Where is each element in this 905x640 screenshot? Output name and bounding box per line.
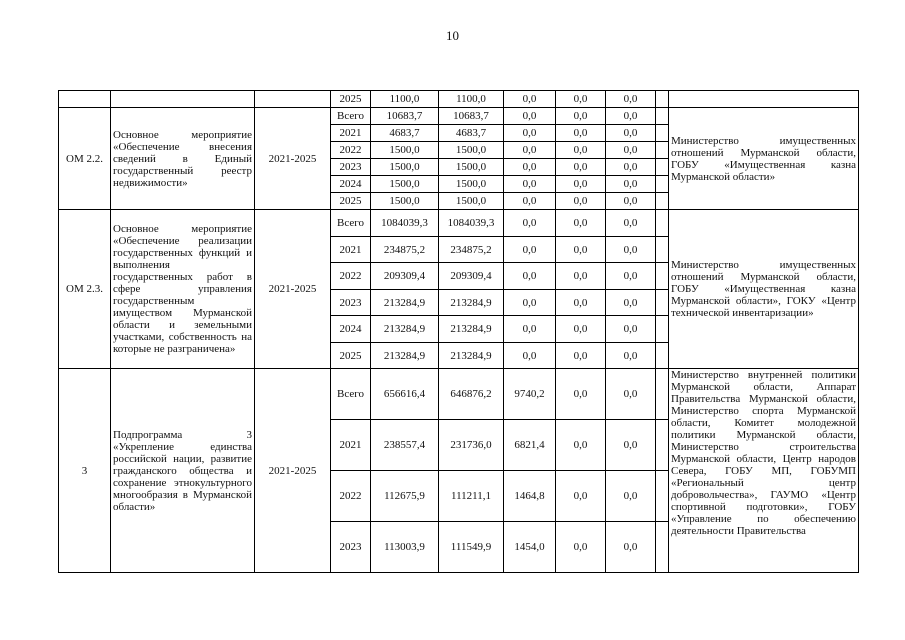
empty-cell [656, 193, 669, 210]
empty-cell [656, 176, 669, 193]
year-cell: Всего [331, 108, 371, 125]
value-cell: 0,0 [556, 316, 606, 343]
activity-code [59, 91, 111, 108]
value-cell: 0,0 [606, 108, 656, 125]
value-cell: 0,0 [556, 210, 606, 237]
executor-cell: Министерство имущественных отношений Мурманской области, ГОБУ «Имущественная казна Мурманской области», ГОКУ «Центр технической инвентаризации» [669, 210, 859, 369]
value-cell: 0,0 [504, 290, 556, 316]
value-cell: 0,0 [606, 420, 656, 471]
value-cell: 0,0 [556, 343, 606, 369]
year-cell: 2023 [331, 522, 371, 573]
value-cell: 0,0 [504, 237, 556, 263]
year-cell: Всего [331, 210, 371, 237]
value-cell: 234875,2 [439, 237, 504, 263]
value-cell: 0,0 [556, 142, 606, 159]
activity-description [111, 91, 255, 108]
total-cell: 213284,9 [371, 343, 439, 369]
empty-cell [656, 420, 669, 471]
empty-cell [656, 159, 669, 176]
page-number: 10 [446, 28, 459, 43]
year-cell: 2023 [331, 159, 371, 176]
total-cell: 209309,4 [371, 263, 439, 290]
executor-cell [669, 91, 859, 108]
value-cell: 0,0 [606, 343, 656, 369]
value-cell: 0,0 [504, 142, 556, 159]
value-cell: 6821,4 [504, 420, 556, 471]
activity-code: ОМ 2.2. [59, 108, 111, 210]
activity-description: Основное мероприятие «Обеспечение реализации государственных функций и выполнения государственных работ в сфере управления государственным имуществом Мурманской области и земельными участками, собственность на которые не разграничена» [111, 210, 255, 369]
value-cell: 0,0 [606, 263, 656, 290]
total-cell: 4683,7 [371, 125, 439, 142]
value-cell: 0,0 [504, 210, 556, 237]
total-cell: 213284,9 [371, 290, 439, 316]
value-cell: 0,0 [504, 193, 556, 210]
value-cell: 0,0 [504, 263, 556, 290]
activity-period: 2021-2025 [255, 108, 331, 210]
value-cell: 0,0 [556, 471, 606, 522]
value-cell: 213284,9 [439, 316, 504, 343]
value-cell: 0,0 [556, 237, 606, 263]
executor-cell: Министерство имущественных отношений Мурманской области, ГОБУ «Имущественная казна Мурманской области» [669, 108, 859, 210]
value-cell: 0,0 [504, 108, 556, 125]
total-cell: 112675,9 [371, 471, 439, 522]
value-cell: 0,0 [504, 159, 556, 176]
year-cell: 2021 [331, 237, 371, 263]
value-cell: 0,0 [556, 369, 606, 420]
total-cell: 213284,9 [371, 316, 439, 343]
value-cell: 111549,9 [439, 522, 504, 573]
year-cell: 2021 [331, 420, 371, 471]
value-cell: 0,0 [606, 522, 656, 573]
budget-table [58, 90, 859, 573]
year-cell: Всего [331, 369, 371, 420]
value-cell: 1500,0 [439, 159, 504, 176]
value-cell: 111211,1 [439, 471, 504, 522]
empty-cell [656, 108, 669, 125]
value-cell: 0,0 [606, 471, 656, 522]
table-row [59, 210, 859, 237]
empty-cell [656, 522, 669, 573]
value-cell: 0,0 [606, 142, 656, 159]
value-cell: 0,0 [556, 108, 606, 125]
total-cell: 1100,0 [371, 91, 439, 108]
value-cell: 0,0 [606, 290, 656, 316]
value-cell: 0,0 [606, 193, 656, 210]
empty-cell [656, 343, 669, 369]
value-cell: 0,0 [606, 316, 656, 343]
value-cell: 1500,0 [439, 176, 504, 193]
empty-cell [656, 210, 669, 237]
year-cell: 2022 [331, 471, 371, 522]
table-row [59, 369, 859, 420]
table-row [59, 91, 859, 108]
value-cell: 0,0 [606, 176, 656, 193]
value-cell: 1500,0 [439, 193, 504, 210]
value-cell: 9740,2 [504, 369, 556, 420]
year-cell: 2024 [331, 316, 371, 343]
value-cell: 0,0 [504, 316, 556, 343]
value-cell: 0,0 [504, 343, 556, 369]
value-cell: 1464,8 [504, 471, 556, 522]
total-cell: 1084039,3 [371, 210, 439, 237]
value-cell: 0,0 [504, 176, 556, 193]
total-cell: 113003,9 [371, 522, 439, 573]
year-cell: 2024 [331, 176, 371, 193]
executor-cell: Министерство внутренней политики Мурманской области, Аппарат Правительства Мурманской области, Министерство спорта Мурманской области, Комитет молодежной политики Мурманской области, Министерство строительства Мурманской области, Центр народов Севера, ГОБУ МП, ГОБУМП «Региональный центр добровольчества», ГАУМО «Центр спортивной подготовки», ГОБУ «Управление по обеспечению деятельности Правительства [669, 369, 859, 573]
total-cell: 656616,4 [371, 369, 439, 420]
empty-cell [656, 316, 669, 343]
value-cell: 1084039,3 [439, 210, 504, 237]
value-cell: 213284,9 [439, 290, 504, 316]
year-cell: 2025 [331, 193, 371, 210]
empty-cell [656, 142, 669, 159]
total-cell: 1500,0 [371, 142, 439, 159]
value-cell: 1500,0 [439, 142, 504, 159]
empty-cell [656, 91, 669, 108]
value-cell: 0,0 [556, 290, 606, 316]
year-cell: 2025 [331, 91, 371, 108]
activity-code: 3 [59, 369, 111, 573]
value-cell: 10683,7 [439, 108, 504, 125]
value-cell: 0,0 [556, 420, 606, 471]
total-cell: 234875,2 [371, 237, 439, 263]
value-cell: 1100,0 [439, 91, 504, 108]
activity-description: Основное мероприятие «Обеспечение внесения сведений в Единый государственный реестр недвижимости» [111, 108, 255, 210]
value-cell: 231736,0 [439, 420, 504, 471]
year-cell: 2023 [331, 290, 371, 316]
year-cell: 2021 [331, 125, 371, 142]
total-cell: 10683,7 [371, 108, 439, 125]
value-cell: 0,0 [556, 176, 606, 193]
value-cell: 0,0 [606, 210, 656, 237]
value-cell: 0,0 [556, 522, 606, 573]
value-cell: 0,0 [504, 91, 556, 108]
year-cell: 2022 [331, 142, 371, 159]
value-cell: 4683,7 [439, 125, 504, 142]
year-cell: 2025 [331, 343, 371, 369]
value-cell: 1454,0 [504, 522, 556, 573]
value-cell: 0,0 [504, 125, 556, 142]
value-cell: 209309,4 [439, 263, 504, 290]
value-cell: 0,0 [606, 159, 656, 176]
empty-cell [656, 125, 669, 142]
activity-description: Подпрограмма 3 «Укрепление единства российской нации, развитие гражданского общества и сохранение этнокультурного многообразия в Мурманской области» [111, 369, 255, 573]
value-cell: 0,0 [556, 91, 606, 108]
value-cell: 0,0 [556, 125, 606, 142]
value-cell: 0,0 [556, 159, 606, 176]
value-cell: 646876,2 [439, 369, 504, 420]
activity-period [255, 91, 331, 108]
table-row [59, 108, 859, 125]
empty-cell [656, 263, 669, 290]
value-cell: 0,0 [606, 369, 656, 420]
activity-code: ОМ 2.3. [59, 210, 111, 369]
value-cell: 0,0 [556, 263, 606, 290]
empty-cell [656, 237, 669, 263]
activity-period: 2021-2025 [255, 210, 331, 369]
total-cell: 1500,0 [371, 176, 439, 193]
value-cell: 0,0 [606, 125, 656, 142]
total-cell: 1500,0 [371, 193, 439, 210]
empty-cell [656, 471, 669, 522]
empty-cell [656, 290, 669, 316]
total-cell: 1500,0 [371, 159, 439, 176]
value-cell: 0,0 [606, 91, 656, 108]
value-cell: 0,0 [606, 237, 656, 263]
activity-period: 2021-2025 [255, 369, 331, 573]
total-cell: 238557,4 [371, 420, 439, 471]
year-cell: 2022 [331, 263, 371, 290]
value-cell: 213284,9 [439, 343, 504, 369]
empty-cell [656, 369, 669, 420]
value-cell: 0,0 [556, 193, 606, 210]
